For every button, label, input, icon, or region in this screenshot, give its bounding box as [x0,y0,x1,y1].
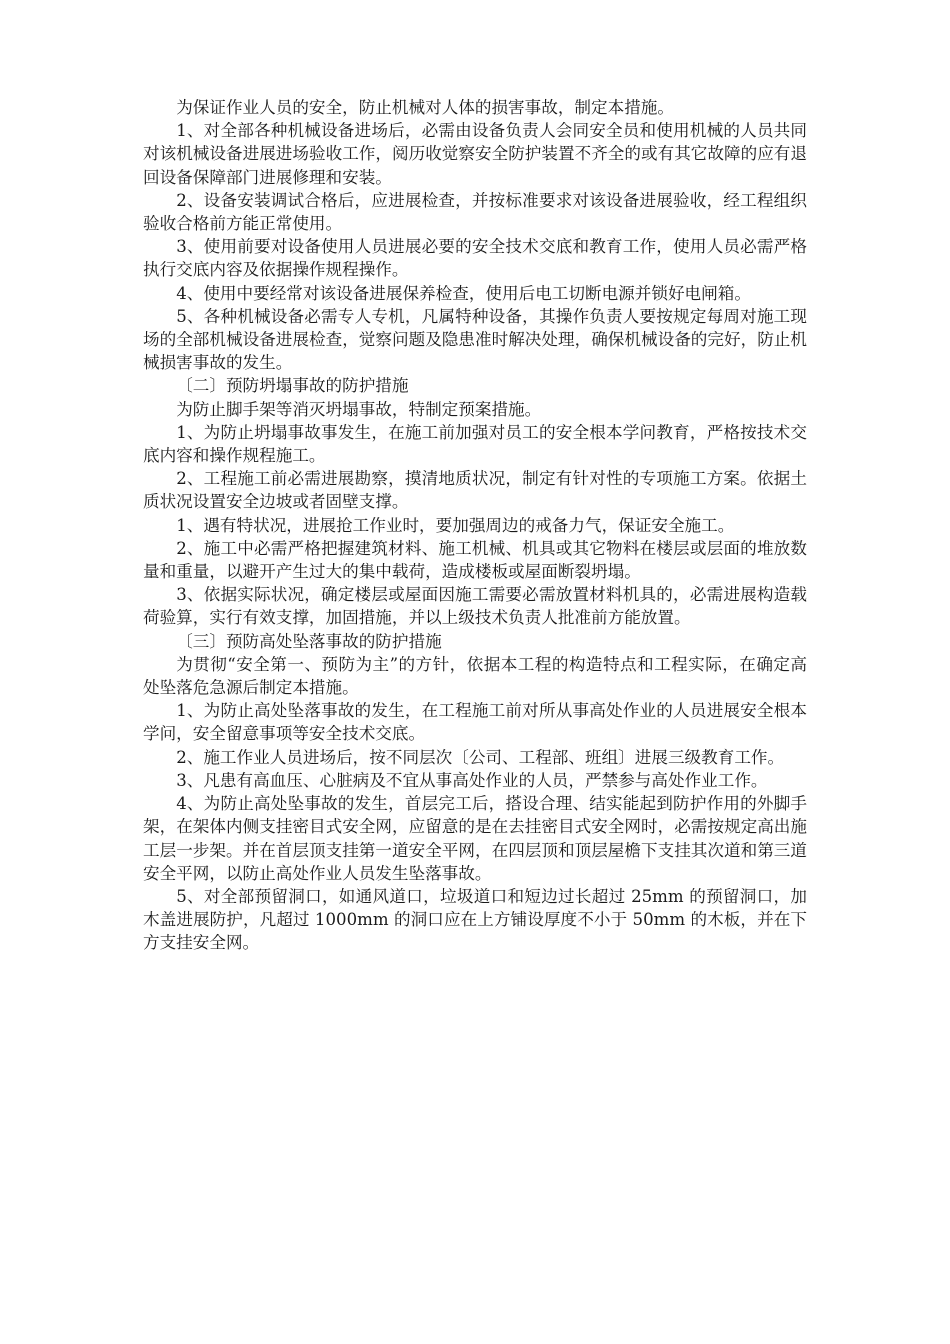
paragraph-fall-item-1: 1、为防止高处坠落事故的发生，在工程施工前对所从事高处作业的人员进展安全根本学问，安全留意事项等安全技术交底。 [143,701,807,744]
paragraph-machinery-item-1: 1、对全部各种机械设备进场后，必需由设备负责人会同安全员和使用机械的人员共同对该机械设备进展进场验收工作，阅历收觉察安全防护装置不齐全的或有其它故障的应有退回设备保障部门进展修理和安装。 [143,121,807,187]
paragraph-machinery-item-5: 5、各种机械设备必需专人专机，凡属特种设备，其操作负责人要按规定每周对施工现场的全部机械设备进展检查，觉察问题及隐患准时解决处理，确保机械设备的完好，防止机械损害事故的发生。 [143,306,807,373]
section-heading-collapse: 〔二〕预防坍塌事故的防护措施 [176,376,409,396]
paragraph-machinery-item-3: 3、使用前要对设备使用人员进展必要的安全技术交底和教育工作，使用人员必需严格执行交底内容及依据操作规程操作。 [143,237,807,280]
paragraph-machinery-item-4: 4、使用中要经常对该设备进展保养检查，使用后电工切断电源并锁好电闸箱。 [176,283,751,303]
intro-paragraph-fall: 为贯彻“安全第一、预防为主”的方针，依据本工程的构造特点和工程实际，在确定高处坠落危急源后制定本措施。 [143,654,807,698]
paragraph-collapse-item-3b: 3、依据实际状况，确定楼层或屋面因施工需要必需放置材料机具的，必需进展构造载荷验算，实行有效支撑，加固措施，并以上级技术负责人批准前方能放置。 [143,585,807,628]
paragraph-collapse-item-2b: 2、施工中必需严格把握建筑材料、施工机械、机具或其它物料在楼层或层面的堆放数量和重量，以避开产生过大的集中载荷，造成楼板或屋面断裂坍塌。 [143,538,807,582]
intro-paragraph-collapse: 为防止脚手架等消灭坍塌事故，特制定预案措施。 [176,399,542,419]
paragraph-collapse-item-1b: 1、遇有特状况，进展抢工作业时，要加强周边的戒备力气，保证安全施工。 [176,515,735,535]
paragraph-fall-item-2: 2、施工作业人员进场后，按不同层次〔公司、工程部、班组〕进展三级教育工作。 [176,747,785,767]
section-heading-fall: 〔三〕预防高处坠落事故的防护措施 [176,631,442,651]
intro-paragraph-machinery: 为保证作业人员的安全，防止机械对人体的损害事故，制定本措施。 [176,98,674,117]
paragraph-collapse-item-2: 2、工程施工前必需进展勘察，摸清地质状况，制定有针对性的专项施工方案。依据土质状况设置安全边坡或者固壁支撑。 [143,469,807,512]
paragraph-machinery-item-2: 2、设备安装调试合格后，应进展检查，并按标准要求对该设备进展验收，经工程组织验收合格前方能正常使用。 [143,190,807,234]
document-page [143,96,807,955]
paragraph-fall-item-4: 4、为防止高处坠事故的发生，首层完工后，搭设合理、结实能起到防护作用的外脚手架，在架体内侧支挂密目式安全网，应留意的是在去挂密目式安全网时，必需按规定高出施工层一步架。并在首层顶支挂第一道安全平网，在四层顶和顶层屋檐下支挂其次道和第三道安全平网，以防止高处作业人员发生坠落事故。 [143,794,807,883]
paragraph-collapse-item-1: 1、为防止坍塌事故事发生，在施工前加强对员工的安全根本学问教育，严格按技术交底内容和操作规程施工。 [143,422,807,466]
paragraph-fall-item-3: 3、凡患有高血压、心脏病及不宜从事高处作业的人员，严禁参与高处作业工作。 [176,770,768,790]
paragraph-fall-item-5: 5、对全部预留洞口，如通风道口，垃圾道口和短边过长超过 25mm 的预留洞口，加木盖进展防护，凡超过 1000mm 的洞口应在上方铺设厚度不小于 50mm 的木板，并在下方支挂安全网。 [143,886,807,953]
